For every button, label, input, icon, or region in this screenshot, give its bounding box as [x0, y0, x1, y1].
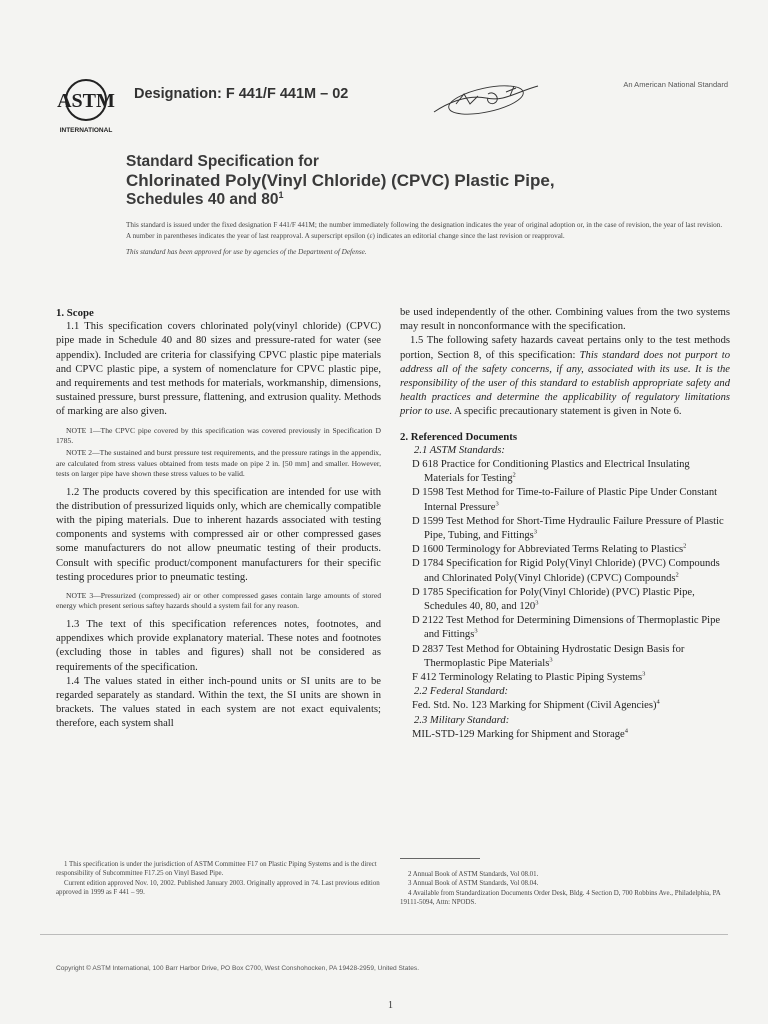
document-title [126, 152, 726, 209]
military-standard-label: 2.3 Military Standard: [414, 714, 510, 726]
title-line-2: Chlorinated Poly(Vinyl Chloride) (CPVC) Plastic Pipe, [126, 171, 555, 190]
left-column [56, 306, 381, 732]
referenced-documents-heading: 2. Referenced Documents [400, 430, 518, 443]
footnote-rule [400, 858, 480, 859]
note-3: NOTE 3—Pressurized (compressed) air or other compressed gases contain large amounts of stored energy which present serious saftey hazards should a system fail for any reason. [56, 591, 381, 611]
reference-item: D 1784 Specification for Rigid Poly(Vinyl Chloride) (PVC) Compounds and Chlorinated Poly(Vinyl Chloride) (CPVC) Compounds$^2$ [412, 558, 720, 584]
right-column [400, 306, 730, 742]
american-national-standard-label: An American National Standard [623, 80, 728, 89]
para-1-1: 1.1 This specification covers chlorinated poly(vinyl chloride) (CPVC) pipe made in Schedule 40 and 80 sizes and pressure-rated for water (see appendix). Included are criteria for classifying CPVC plastic pipe materials and CPVC plastic pipe, a system of nomenclature for CPVC plastic pipe, and requirements and test methods for materials, workmanship, dimensions, sustained pressure, burst pressure, flattening, and extrusion quality. Methods of marking are also given. [56, 321, 381, 418]
footer-rule [40, 934, 728, 935]
note-1: NOTE 1—The CPVC pipe covered by this specification was covered previously in Specification D 1785. [56, 425, 381, 446]
federal-standard-label: 2.2 Federal Standard: [414, 686, 509, 698]
scope-heading: 1. Scope [56, 307, 94, 319]
standard-notice [126, 220, 726, 258]
designation: Designation: F 441/F 441M – 02 [134, 86, 349, 102]
para-1-4: 1.4 The values stated in either inch-pound units or SI units are to be regarded separately as standard. Within the text, the SI units are shown in brackets. The values stated in each system are not exact equivalents; therefore, each system shall [56, 675, 381, 730]
reference-item: D 1599 Test Method for Short-Time Hydraulic Failure Pressure of Plastic Pipe, Tubing, and Fittings$^3$ [412, 515, 724, 542]
footnote-3: 3 Annual Book of ASTM Standards, Vol 08.04. [408, 880, 539, 888]
reference-item: D 2122 Test Method for Determining Dimensions of Thermoplastic Pipe and Fittings$^3$ [412, 615, 721, 641]
dod-notice: This standard has been approved for use by agencies of the Department of Defense. [126, 248, 367, 256]
footnotes-left [56, 860, 381, 898]
reference-item: D 2837 Test Method for Obtaining Hydrostatic Design Basis for Thermoplastic Pipe Materials$^3$ [412, 643, 685, 669]
footnotes-right [400, 870, 730, 908]
title-footnote-mark: 1 [278, 189, 284, 200]
para-1-2: 1.2 The products covered by this specification are intended for use with the distribution of pressurized liquids only, which are chemically compatible with the piping materials. Due to inherent hazards associated with testing components and systems with compressed air or other compressed gases some manufacturers do not allow pneumatic testing of their products. Consult with specific product/component manufacturers for their specific testing procedures prior to pneumatic testing. [56, 486, 381, 583]
svg-text:INTERNATIONAL: INTERNATIONAL [59, 127, 113, 134]
astm-logo [56, 74, 122, 136]
reference-item: D 1598 Test Method for Time-to-Failure of Plastic Pipe Under Constant Internal Pressure$^3$ [412, 487, 718, 513]
svg-text:ASTM: ASTM [57, 90, 115, 112]
reference-list [400, 458, 730, 685]
reference-item: F 412 Terminology Relating to Plastic Piping Systems$^3$ [412, 670, 646, 684]
reference-item: D 1600 Terminology for Abbreviated Terms Relating to Plastics$^2$ [412, 542, 687, 556]
title-line-3: Schedules 40 and $80^1$ [126, 189, 284, 208]
handwritten-signature [426, 74, 546, 126]
footnote-1: 1 This specification is under the jurisdiction of ASTM Committee F17 on Plastic Piping Systems and is the direct responsibility of Subcommittee F17.25 on Vinyl Based Pipe. [56, 861, 377, 878]
para-1-3: 1.3 The text of this specification references notes, footnotes, and appendixes which provide explanatory material. These notes and footnotes (excluding those in tables and figures) shall not be considered as requirements of the specification. [56, 618, 381, 673]
reference-item: D 1785 Specification for Poly(Vinyl Chloride) (PVC) Plastic Pipe, Schedules 40, 80, and $120^3$ [412, 586, 695, 613]
copyright-line: Copyright © ASTM International, 100 Barr Harbor Drive, PO Box C700, West Conshohocken, PA 19428-2959, United States. [56, 965, 420, 972]
reference-item: D 618 Practice for Conditioning Plastics and Electrical Insulating Materials for Testing$^2$ [412, 459, 690, 485]
issued-notice: This standard is issued under the fixed designation F 441/F 441M; the number immediately following the designation indicates the year of original adoption or, in the case of revision, the year of last revision. A number in parentheses indicates the year of last reapproval. A superscript epsilon (ε) indicates an editorial change since the last revision or reapproval. [126, 221, 723, 240]
title-line-1: Standard Specification for [126, 153, 319, 170]
federal-reference: Fed. Std. No. 123 Marking for Shipment (Civil Agencies)$^4$ [412, 698, 660, 712]
note-2: NOTE 2—The sustained and burst pressure test requirements, and the pressure ratings in the appendix, are calculated from stress values obtained from tests made on pipe 2 in. [50 mm] and smaller. However, tests on larger pipe have shown these stress values to be valid. [56, 448, 381, 479]
page-number: 1 [388, 1000, 393, 1011]
astm-standards-label: 2.1 ASTM Standards: [414, 444, 505, 456]
para-1-4-continued: be used independently of the other. Combining values from the two systems may result in nonconformance with the specification. [400, 307, 730, 333]
footnote-4: 4 Available from Standardization Documents Order Desk, Bldg. 4 Section D, 700 Robbins Ave., Philadelphia, PA 19111-5094, Attn: NPODS. [400, 889, 721, 907]
military-reference: MIL-STD-129 Marking for Shipment and Storage$^4$ [412, 727, 628, 740]
footnote-2: 2 Annual Book of ASTM Standards, Vol 08.01. [408, 871, 539, 878]
para-1-5: 1.5 The following safety hazards caveat pertains only to the test methods portion, Section 8, of this specification: This standard does not purport to address all of the safety concerns, if any, associated with its use. It is the responsibility of the user of this standard to establish appropriate safety and health practices and determine the applicability of regulatory limitations prior to use. A specific precautionary statement is given in Note 6. [400, 335, 730, 418]
footnote-1-edition: Current edition approved Nov. 10, 2002. Published January 2003. Originally approved in 74. Last previous edition approved in 1999 as F 441 – 99. [56, 879, 380, 897]
